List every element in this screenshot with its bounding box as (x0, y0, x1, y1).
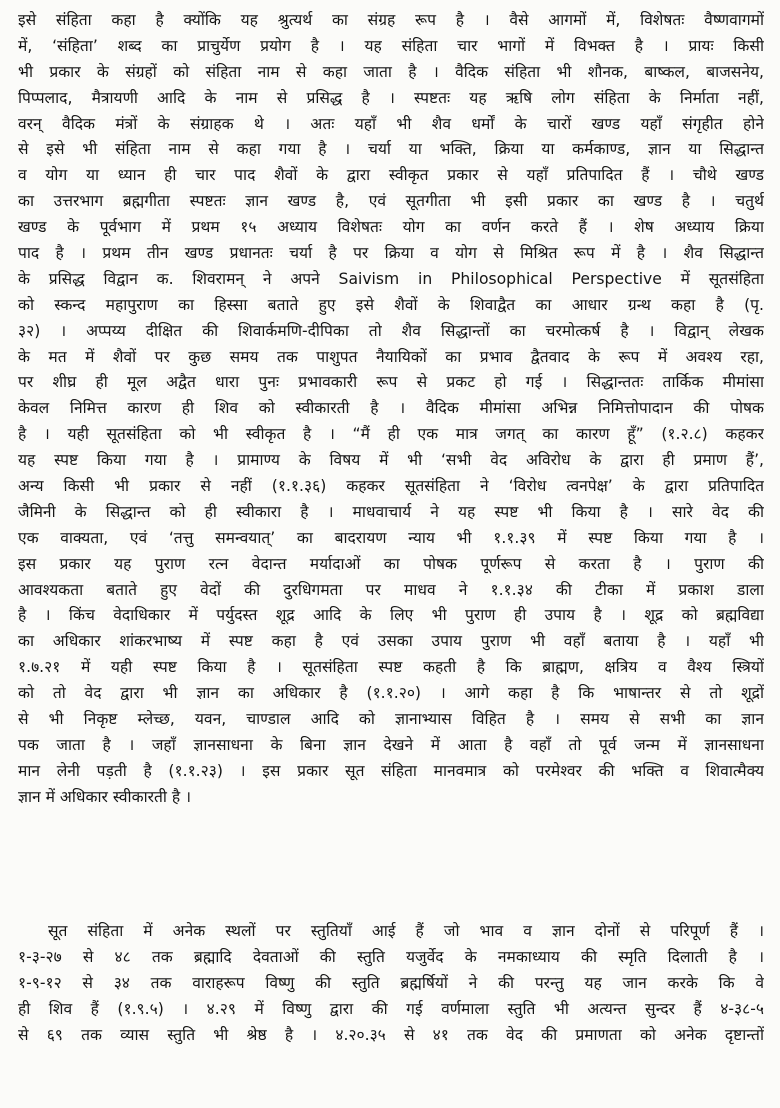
text-line: ३२) । अप्पय्य दीक्षित की शिवार्कमणि-दीपिका तो शैव सिद्धान्तों का चरमोत्कर्ष है । विद्वान् लेखक (18, 321, 764, 340)
text-line: मान लेनी पड़ती है (१.१.२३) । इस प्रकार सूत संहिता मानवमात्र को परमेश्वर की भक्ति व शिवात्मैक्य (18, 761, 764, 780)
text-line: जैमिनी के सिद्धान्त को ही स्वीकारा है । माधवाचार्य ने यह स्पष्ट भी किया है । सारे वेद की (18, 502, 764, 521)
text-line: इस प्रकार यह पुराण रत्न वेदान्त मर्यादाओं का पोषक पूर्णरूप से करता है । पुराण की (18, 554, 764, 573)
text-line: से भी निकृष्ट म्लेच्छ, यवन, चाण्डाल आदि को ज्ञानाभ्यास विहित है । समय से सभी का ज्ञान (18, 710, 764, 729)
text-line: इसे संहिता कहा है क्योंकि यह श्रुत्यर्थ का संग्रह रूप है । वैसे आगमों में, विशेषतः वैष्णवागमों (18, 11, 764, 29)
text-line: खण्ड के पूर्वभाग में प्रथम १५ अध्याय विशेषतः योग का वर्णन करते हैं । शेष अध्याय क्रिया (18, 218, 764, 237)
text-line: पिप्पलाद, मैत्रायणी आदि के नाम से प्रसिद्ध है । स्पष्टतः यह ऋषि लोग संहिता के निर्माता नहीं, (18, 88, 764, 107)
text-line: वरन् वैदिक मंत्रों के संग्राहक थे । अतः यहाँ भी शैव धर्मों के चारों खण्ड यहाँ संगृहीत होने (18, 114, 764, 133)
paragraph-2 (18, 919, 764, 1048)
text-line: सूत संहिता में अनेक स्थलों पर स्तुतियाँ आई हैं जो भाव व ज्ञान दोनों से परिपूर्ण हैं । (48, 922, 764, 940)
text-line: पाद है । प्रथम तीन खण्ड प्रधानतः चर्या है पर क्रिया व योग से मिश्रित रूप में है । शैव सिद्धान्त (18, 244, 764, 263)
paragraph-1 (18, 8, 764, 811)
text-line: १-३-२७ से ४८ तक ब्रह्मादि देवताओं की स्तुति यजुर्वेद के नमकाध्याय की स्मृति दिलाती है । (18, 947, 764, 966)
text-line: से इसे भी संहिता नाम से कहा गया है । चर्या या भक्ति, क्रिया या कर्मकाण्ड, ज्ञान या सिद्धान्त (18, 140, 764, 159)
text-line: का उत्तरभाग ब्रह्मगीता स्पष्टतः ज्ञान खण्ड है, एवं सूतगीता भी इसी प्रकार का खण्ड है । चतुर्थ (18, 192, 764, 211)
text-line: ज्ञान में अधिकार स्वीकारती है । (18, 787, 192, 806)
text-line: आवश्यकता बताते हुए वेदों की दुरधिगमता पर माधव ने १.१.३४ की टीका में प्रकाश डाला (18, 580, 764, 599)
text-line: १.७.२१ में यही स्पष्ट किया है । सूतसंहिता स्पष्ट कहती है कि ब्राह्मण, क्षत्रिय व वैश्य स्त्रियों (18, 658, 764, 677)
text-line: को स्कन्द महापुराण का हिस्सा बताते हुए इसे शैवों के शिवाद्वैत का आधार ग्रन्थ कहा है (पृ. (18, 295, 764, 314)
text-line: पर शीघ्र ही मूल अद्वैत धारा पुनः प्रभावकारी रूप से प्रकट हो गई । सिद्धान्ततः तार्किक मीमांसा (18, 373, 764, 392)
text-line: यह स्पष्ट किया गया है । प्रामाण्य के विषय में भी ‘सभी वेद अविरोध के द्वारा ही प्रमाण हैं’, (18, 451, 764, 470)
text-line: ही शिव हैं (१.९.५) । ४.२९ में विष्णु द्वारा की गई वर्णमाला स्तुति भी अत्यन्त सुन्दर हैं ४-३८-५ (18, 999, 764, 1018)
text-line: है । यही सूतसंहिता को भी स्वीकृत है । “मैं ही एक मात्र जगत् का कारण हूँ” (१.२.८) कहकर (18, 425, 764, 444)
text-line: के मत में शैवों पर कुछ समय तक पाशुपत नैयायिकों का प्रभाव द्वैतवाद के रूप में अवश्य रहा, (18, 347, 764, 366)
text-line: का अधिकार शांकरभाष्य में स्पष्ट कहा है एवं उसका उपाय पुराण भी वहाँ बताया है । यहाँ भी (18, 632, 764, 651)
text-line: से ६९ तक व्यास स्तुति भी श्रेष्ठ है । ४.२०.३५ से ४१ तक वेद की प्रमाणता को अनेक दृष्टान्तों (18, 1025, 764, 1044)
text-line: पक जाता है । जहाँ ज्ञानसाधना के बिना ज्ञान देखने में आता है वहाँ तो पूर्व जन्म में ज्ञानसाधना (18, 735, 764, 754)
text-line: के प्रसिद्ध विद्वान क. शिवरामन् ने अपने Saivism in Philosophical Perspective में सूतसंहिता (18, 269, 764, 288)
text-line: को तो वेद द्वारा भी ज्ञान का अधिकार है (१.१.२०) । आगे कहा है कि भाषान्तर से तो शूद्रों (18, 684, 764, 703)
text-line: एक वाक्यता, एवं ‘तत्तु समन्वयात्’ का बादरायण न्याय भी १.१.३९ में स्पष्ट किया गया है । (18, 528, 764, 547)
text-line: व योग या ध्यान ही चार पाद शैवों के द्वारा स्वीकृत प्रकार से यहाँ प्रतिपादित हैं । चौथे खण्ड (18, 166, 764, 185)
text-line: केवल निमित्त कारण ही शिव को स्वीकारती है । वैदिक मीमांसा अभिन्न निमित्तोपादान की पोषक (18, 399, 764, 418)
text-line: भी प्रकार के संग्रहों को संहिता नाम से कहा जाता है । वैदिक संहिता भी शौनक, बाष्कल, बाजसनेय, (18, 62, 764, 81)
text-line: १-९-१२ से ३४ तक वाराहरूप विष्णु की स्तुति ब्रह्मर्षियों ने की परन्तु यह जान करके कि वे (18, 973, 764, 992)
text-line: है । किंच वेदाधिकार में पर्युदस्त शूद्र आदि के लिए भी पुराण ही उपाय है । शूद्र को ब्रह्मविद्या (18, 606, 764, 625)
text-line: में, ‘संहिता’ शब्द का प्राचुर्येण प्रयोग है । यह संहिता चार भागों में विभक्त है । प्रायः किसी (18, 36, 764, 55)
text-line: अन्य किसी भी प्रकार से नहीं (१.१.३६) कहकर सूतसंहिता ने ‘विरोध त्वनपेक्ष’ के द्वारा प्रतिपादित (18, 477, 764, 496)
